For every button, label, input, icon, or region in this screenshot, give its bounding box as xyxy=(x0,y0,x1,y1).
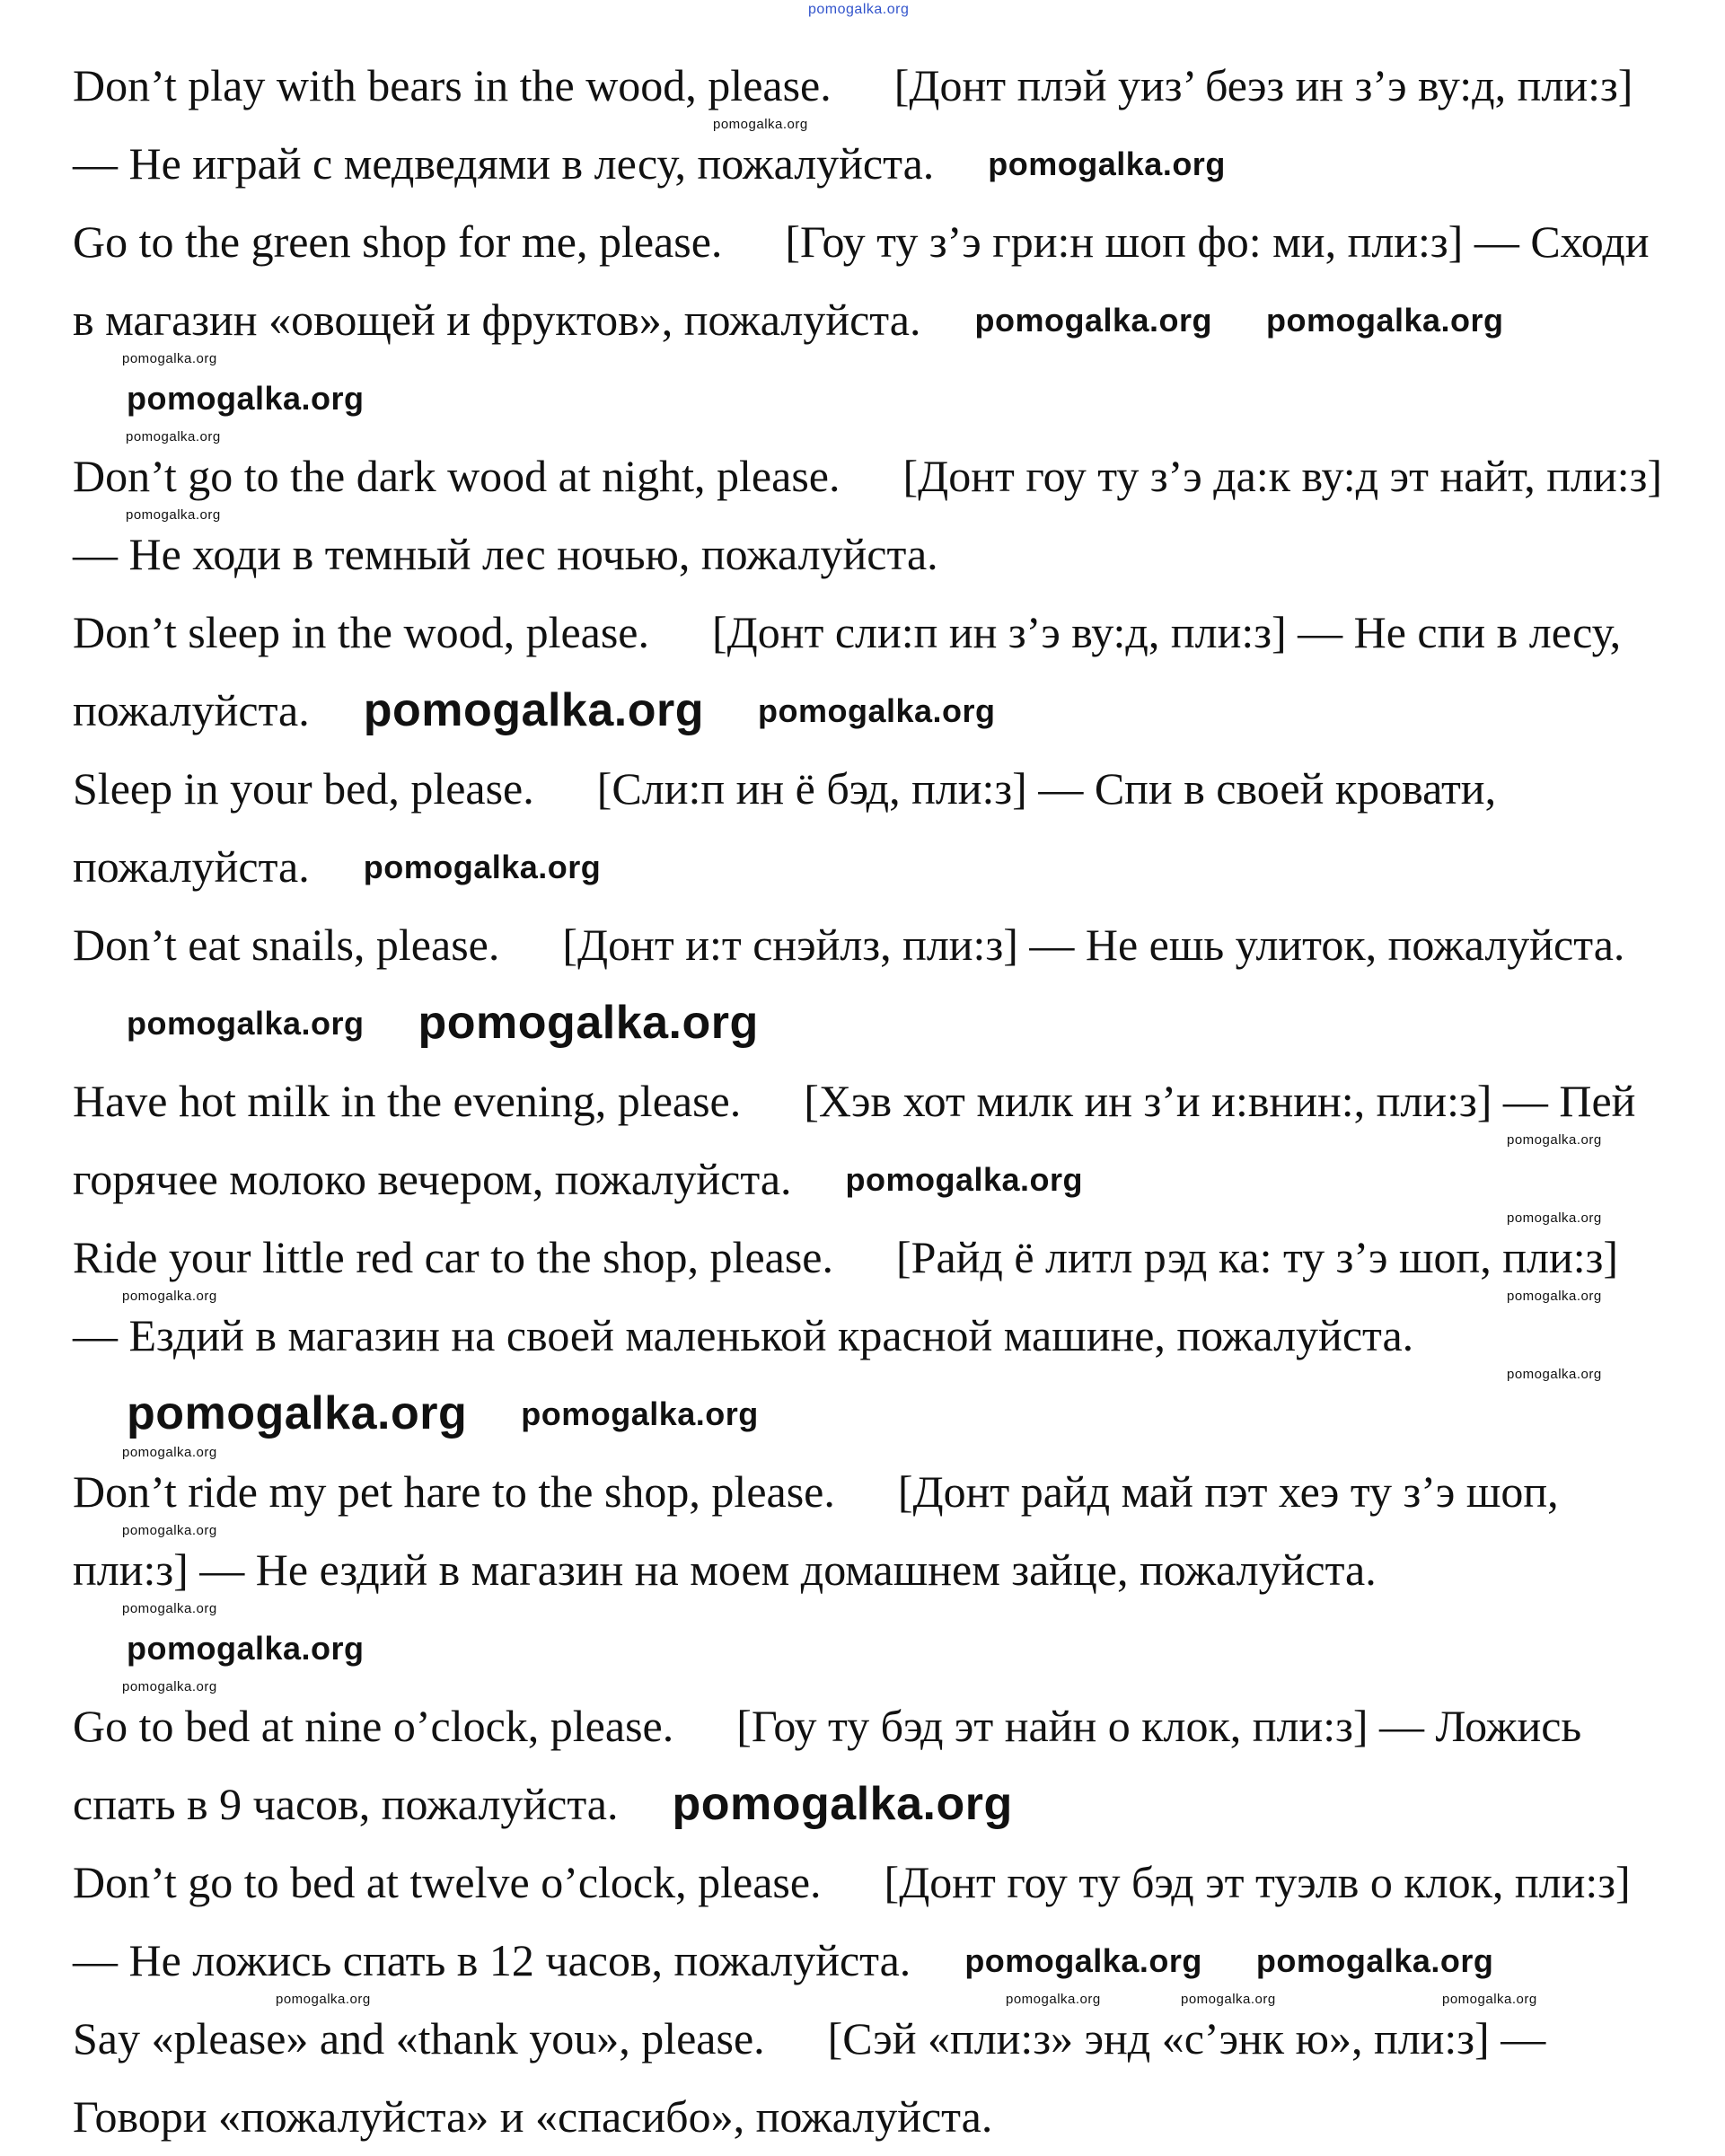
english-phrase: Go to the green shop for me, please. xyxy=(73,216,723,267)
english-phrase: Ride your little red car to the shop, please. xyxy=(73,1232,833,1282)
transcription: [Гоу ту бэд эт найн о клок, пли:з] xyxy=(736,1701,1369,1751)
russian-translation: — Говори «пожалуйста» и «спасибо», пожалуйста. xyxy=(73,2013,1546,2142)
watermark: pomogalka.org xyxy=(1507,1210,1602,1226)
watermark: pomogalka.org xyxy=(276,1992,371,2007)
phrase-entry xyxy=(73,437,1662,594)
english-phrase: Have hot milk in the evening, please. xyxy=(73,1076,742,1126)
watermark: pomogalka.org xyxy=(127,380,365,417)
watermark: pomogalka.org xyxy=(418,997,759,1049)
phrase-entry xyxy=(73,1687,1662,1844)
watermark: pomogalka.org xyxy=(363,849,602,885)
transcription: [Донт гоу ту з’э да:к ву:д эт найт, пли:з] xyxy=(902,451,1663,501)
russian-translation: — Пей горячее молоко вечером, пожалуйста. xyxy=(73,1076,1636,1204)
transcription: [Донт райд май пэт хеэ ту з’э шоп, пли:з] xyxy=(73,1466,1559,1595)
english-phrase: Don’t eat snails, please. xyxy=(73,920,500,970)
transcription: [Сэй «пли:з» энд «с’энк ю», пли:з] xyxy=(827,2013,1490,2064)
phrase-entry xyxy=(73,1219,1662,1453)
transcription: [Гоу ту з’э гри:н шоп фо: ми, пли:з] xyxy=(785,216,1464,267)
watermark: pomogalka.org xyxy=(1507,1367,1602,1382)
russian-translation: — Спи в своей кровати, пожалуйста. xyxy=(73,763,1497,892)
russian-translation: — Не ездий в магазин на моем домашнем зайце, пожалуйста. xyxy=(199,1544,1377,1595)
russian-translation: — Не ешь улиток, пожалуйста. xyxy=(1029,920,1625,970)
english-phrase: Don’t go to bed at twelve o’clock, please. xyxy=(73,1857,822,1907)
watermark: pomogalka.org xyxy=(1181,1992,1276,2007)
transcription: [Донт и:т снэйлз, пли:з] xyxy=(562,920,1018,970)
phrase-entry xyxy=(73,203,1662,437)
watermark: pomogalka.org xyxy=(122,1679,217,1694)
phrase-entry xyxy=(73,1453,1662,1687)
watermark: pomogalka.org xyxy=(964,1942,1202,1979)
watermark: pomogalka.org xyxy=(1442,1992,1537,2007)
phrase-entry xyxy=(73,906,1662,1062)
phrase-entry xyxy=(73,594,1662,750)
watermark: pomogalka.org xyxy=(1266,302,1504,339)
watermark: pomogalka.org xyxy=(127,1005,365,1042)
watermark: pomogalka.org xyxy=(122,1289,217,1304)
watermark: pomogalka.org xyxy=(521,1395,759,1432)
russian-translation: — Не ложись спать в 12 часов, пожалуйста. xyxy=(73,1935,911,1985)
english-phrase: Say «please» and «thank you», please. xyxy=(73,2013,765,2064)
english-phrase: Don’t ride my pet hare to the shop, please. xyxy=(73,1466,835,1517)
phrase-list xyxy=(73,0,1662,2156)
english-phrase: Sleep in your bed, please. xyxy=(73,763,534,814)
watermark: pomogalka.org xyxy=(127,1387,468,1439)
phrase-entry xyxy=(73,750,1662,906)
russian-translation: — Ездий в магазин на своей маленькой красной машине, пожалуйста. xyxy=(73,1310,1414,1360)
transcription: [Донт гоу ту бэд эт туэлв о клок, пли:з] xyxy=(884,1857,1631,1907)
watermark: pomogalka.org xyxy=(122,1523,217,1538)
english-phrase: Go to bed at nine o’clock, please. xyxy=(73,1701,674,1751)
watermark: pomogalka.org xyxy=(126,429,221,444)
transcription: [Донт сли:п ин з’э ву:д, пли:з] xyxy=(712,607,1287,657)
watermark: pomogalka.org xyxy=(1255,1942,1494,1979)
english-phrase: Don’t play with bears in the wood, please. xyxy=(73,60,832,110)
watermark-header[interactable]: pomogalka.org xyxy=(808,2,910,17)
watermark: pomogalka.org xyxy=(122,351,217,366)
watermark: pomogalka.org xyxy=(363,684,704,736)
watermark: pomogalka.org xyxy=(974,302,1212,339)
watermark: pomogalka.org xyxy=(845,1161,1084,1198)
watermark: pomogalka.org xyxy=(713,117,808,132)
transcription: [Сли:п ин ё бэд, пли:з] xyxy=(596,763,1027,814)
transcription: [Донт плэй уиз’ беэз ин з’э ву:д, пли:з] xyxy=(893,60,1633,110)
russian-translation: — Не играй с медведями в лесу, пожалуйста. xyxy=(73,138,935,189)
phrase-entry xyxy=(73,2000,1662,2156)
watermark: pomogalka.org xyxy=(988,145,1226,182)
english-phrase: Don’t sleep in the wood, please. xyxy=(73,607,649,657)
watermark: pomogalka.org xyxy=(1507,1132,1602,1148)
russian-translation: — Не спи в лесу, пожалуйста. xyxy=(73,607,1622,735)
watermark: pomogalka.org xyxy=(127,1630,365,1667)
russian-translation: — Не ходи в темный лес ночью, пожалуйста. xyxy=(73,529,938,579)
watermark: pomogalka.org xyxy=(1006,1992,1101,2007)
watermark: pomogalka.org xyxy=(1507,1289,1602,1304)
watermark: pomogalka.org xyxy=(672,1778,1013,1830)
phrase-entry xyxy=(73,1062,1662,1219)
watermark: pomogalka.org xyxy=(757,692,996,729)
english-phrase: Don’t go to the dark wood at night, please. xyxy=(73,451,840,501)
phrase-entry xyxy=(73,1844,1662,2000)
watermark: pomogalka.org xyxy=(126,507,221,523)
transcription: [Хэв хот милк ин з’и и:внин:, пли:з] xyxy=(804,1076,1492,1126)
phrase-entry xyxy=(73,47,1662,203)
russian-translation: — Ложись спать в 9 часов, пожалуйста. xyxy=(73,1701,1582,1829)
watermark: pomogalka.org xyxy=(122,1445,217,1460)
watermark: pomogalka.org xyxy=(122,1601,217,1616)
transcription: [Райд ё литл рэд ка: ту з’э шоп, пли:з] xyxy=(895,1232,1619,1282)
russian-translation: — Сходи в магазин «овощей и фруктов», пожалуйста. xyxy=(73,216,1650,345)
